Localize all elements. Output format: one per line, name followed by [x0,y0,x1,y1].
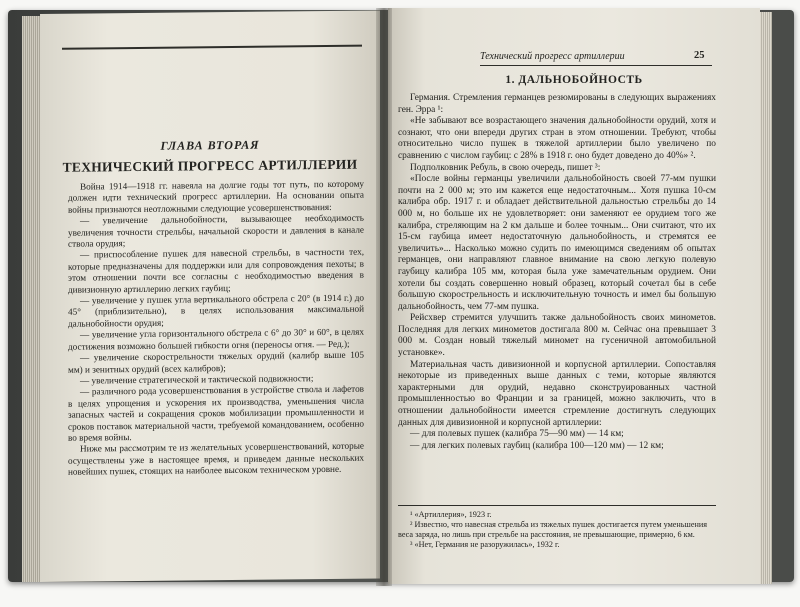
paragraph: — увеличение стратегической и тактической подвижности; [80,373,314,386]
paragraph: Рейсхвер стремится улучшить также дальнобойность своих минометов. Последняя для легких минометов достигала 800 м. Сейчас она превышает 3 000 м. Создан новый тяжелый миномет на гусеничной автомобильной установке». [398,313,716,359]
right-page [388,8,760,584]
paragraph: — увеличение скорострельности тяжелых орудий (калибр выше 105 мм) и зенитных орудий (всех калибров); [68,349,364,375]
paragraph: — увеличение у пушек угла вертикального обстрела с 20° (в 1914 г.) до 45° (приблизительно), в целях использования максимальной дальнобойности орудия; [68,292,364,329]
paragraph: «После войны германцы увеличили дальнобойность своей 77-мм пушки почти на 2 000 м; это им кажется еще недостаточным... Хотя пушка 10-см калибра обр. 1917 г. и обладает действительной дальностью стрельбы до 14 000 м, но больше их не удовлетворяет: они заменяют ее орудием того же калибра, стреляющим на 2 км дальше и более точным... Они считают, что их 15-см гаубица имеет недостаточную дальнобойность, и стремятся ее увеличить»... Насколько можно судить по имеющимся сведениям об опытах германцев, они направляют главное внимание на свою легкую полевую гаубицу калибра 105 мм, которая была уже замечательным орудием. Они хотели бы создать совершенно новый образец, который сочетал бы в себе большую скорострельность и исключительную точность и имел бы большую дальнобойность, чем 77-мм пушка. [398,174,716,312]
running-head: Технический прогресс артиллерии [480,51,625,62]
paragraph: — различного рода усовершенствования в устройстве ствола и лафетов в целях упрощения и ускорения их производства, уменьшения числа запасных частей и сокращения сроков мобилизации промышленности и сроков поставок материальной части, требуемой командованием, особенно во время войны. [68,383,364,443]
left-page [40,10,380,582]
paragraph: — для легких полевых гаубиц (калибра 100—120 мм) — 12 км; [410,440,664,451]
footnote: ³ «Нет, Германия не разоружилась», 1932 г. [410,540,560,549]
book-gutter [376,8,392,586]
paragraph: Ниже мы рассмотрим те из желательных усовершенствований, которые осуществлены уже в настоящее время, и приведем данные нескольких новейших пушек, стоящих на наиболее высоком техническом уровне. [68,440,364,477]
paragraph: Германия. Стремления германцев резюмированы в следующих выражениях ген. Эрра ¹: [398,93,716,115]
right-page-edges [758,12,772,584]
section-title: 1. ДАЛЬНОБОЙНОСТЬ [505,74,643,86]
paragraph: — для полевых пушек (калибра 75—90 мм) — 14 км; [410,429,624,440]
paragraph: Материальная часть дивизионной и корпусной артиллерии. Сопоставляя некоторые из приведенных выше данных с теми, которые являются характерными для орудий, недавно сконструированных частной промышленностью во Франции и за границей, можно заключить, что в отношении дальнобойности имеется стремление достигнуть следующих данных для дивизионной и корпусной артиллерии: [398,359,716,428]
paragraph: Война 1914—1918 гг. навеяла на долгие годы тот путь, по которому должен идти технический прогресс артиллерии. На основании опыта войны признаются неотложными следующие усовершенствования: [68,178,364,215]
chapter-label: ГЛАВА ВТОРАЯ [160,137,260,153]
footnotes [398,505,716,550]
header-rule [480,65,712,66]
paragraph: — приспособление пушек для навесной стрельбы, в частности тех, которые предназначены для поддержки или для сопровождения пехоты; в этом отношении почти все согласны с необходимостью введения в дивизионную артиллерию легких гаубиц; [68,247,364,295]
left-page-edges [22,16,40,582]
paragraph: — увеличение угла горизонтального обстрела с 6° до 30° и 60°, в целях достижения возможно большей гибкости огня (переносы огня. — Ред.); [68,326,364,352]
footnote: ² Известно, что навесная стрельба из тяжелых пушек достигается путем уменьшения веса заряда, но лишь при стрельбе на расстояния, не превышающие, примерно, 6 км. [398,520,708,539]
right-body-text [398,93,716,452]
paragraph: — увеличение дальнобойности, вызывающее необходимость увеличения точности стрельбы, начальной скорости и давления в канале ствола орудия; [68,212,364,249]
top-rule [62,45,362,50]
page-number: 25 [694,50,705,61]
paragraph: «Не забывают все возрастающего значения дальнобойности орудий, хотя и сознают, что они впереди других стран в этом отношении. Требуют, чтобы относительно число пушек в тяжелой артиллерии было увеличено по сравнению с числом гаубиц: с 28% в 1918 г. оно будет доведено до 40%» ². [398,116,716,161]
left-body-text [68,179,364,479]
paragraph: Подполковник Ребуль, в свою очередь, пишет ³: [410,162,601,173]
chapter-title: ТЕХНИЧЕСКИЙ ПРОГРЕСС АРТИЛЛЕРИИ [62,156,358,175]
footnote: ¹ «Артиллерия», 1923 г. [410,510,492,519]
